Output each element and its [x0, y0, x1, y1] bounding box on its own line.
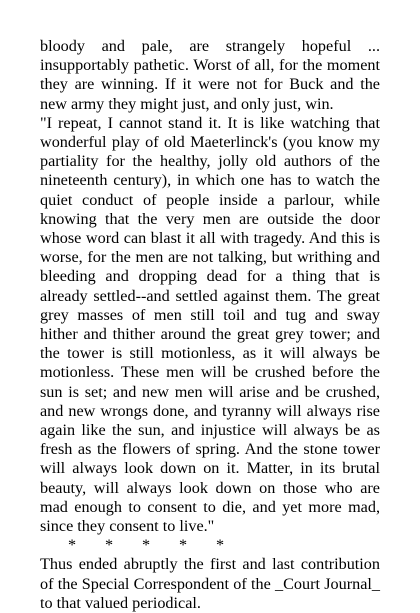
- separator-star: *: [179, 536, 188, 555]
- paragraph-closing: Thus ended abruptly the first and last contribution of the Special Correspondent of the _Court Journal_ to that valued periodical.: [40, 555, 380, 612]
- separator-star: *: [216, 536, 225, 555]
- paragraph-continuation: bloody and pale, are strangely hopeful ... insupportably pathetic. Worst of all, for the moment they are winning. If it were not for Buck and the new army they might just, and only just, win.: [40, 37, 380, 113]
- paragraph-quote: "I repeat, I cannot stand it. It is like watching that wonderful play of old Maeterlinck's (you know my partiality for the healthy, jolly old authors of the nineteenth century), in which one has to watch the quiet conduct of people inside a parlour, while knowing that the very men are outside the door whose word can blast it all with tragedy. And this is worse, for the men are not talking, but writhing and bleeding and dropping dead for a thing that is already settled--and settled against them. The great grey masses of men still toil and tug and sway hither and thither around the great grey tower; and the tower is still motionless, as it will always be motionless. These men will be crushed before the sun is set; and new men will arise and be crushed, and new wrongs done, and tyranny will always rise again like the sun, and injustice will always be as fresh as the flowers of spring. And the stone tower will always look down on it. Matter, in its brutal beauty, will always look down on those who are mad enough to consent to die, and yet more mad, since they consent to live.": [40, 113, 380, 536]
- separator-star: *: [142, 536, 151, 555]
- separator-star: *: [105, 536, 114, 555]
- separator-star: *: [68, 536, 77, 555]
- document-page: [40, 37, 380, 613]
- section-separator: [40, 536, 380, 555]
